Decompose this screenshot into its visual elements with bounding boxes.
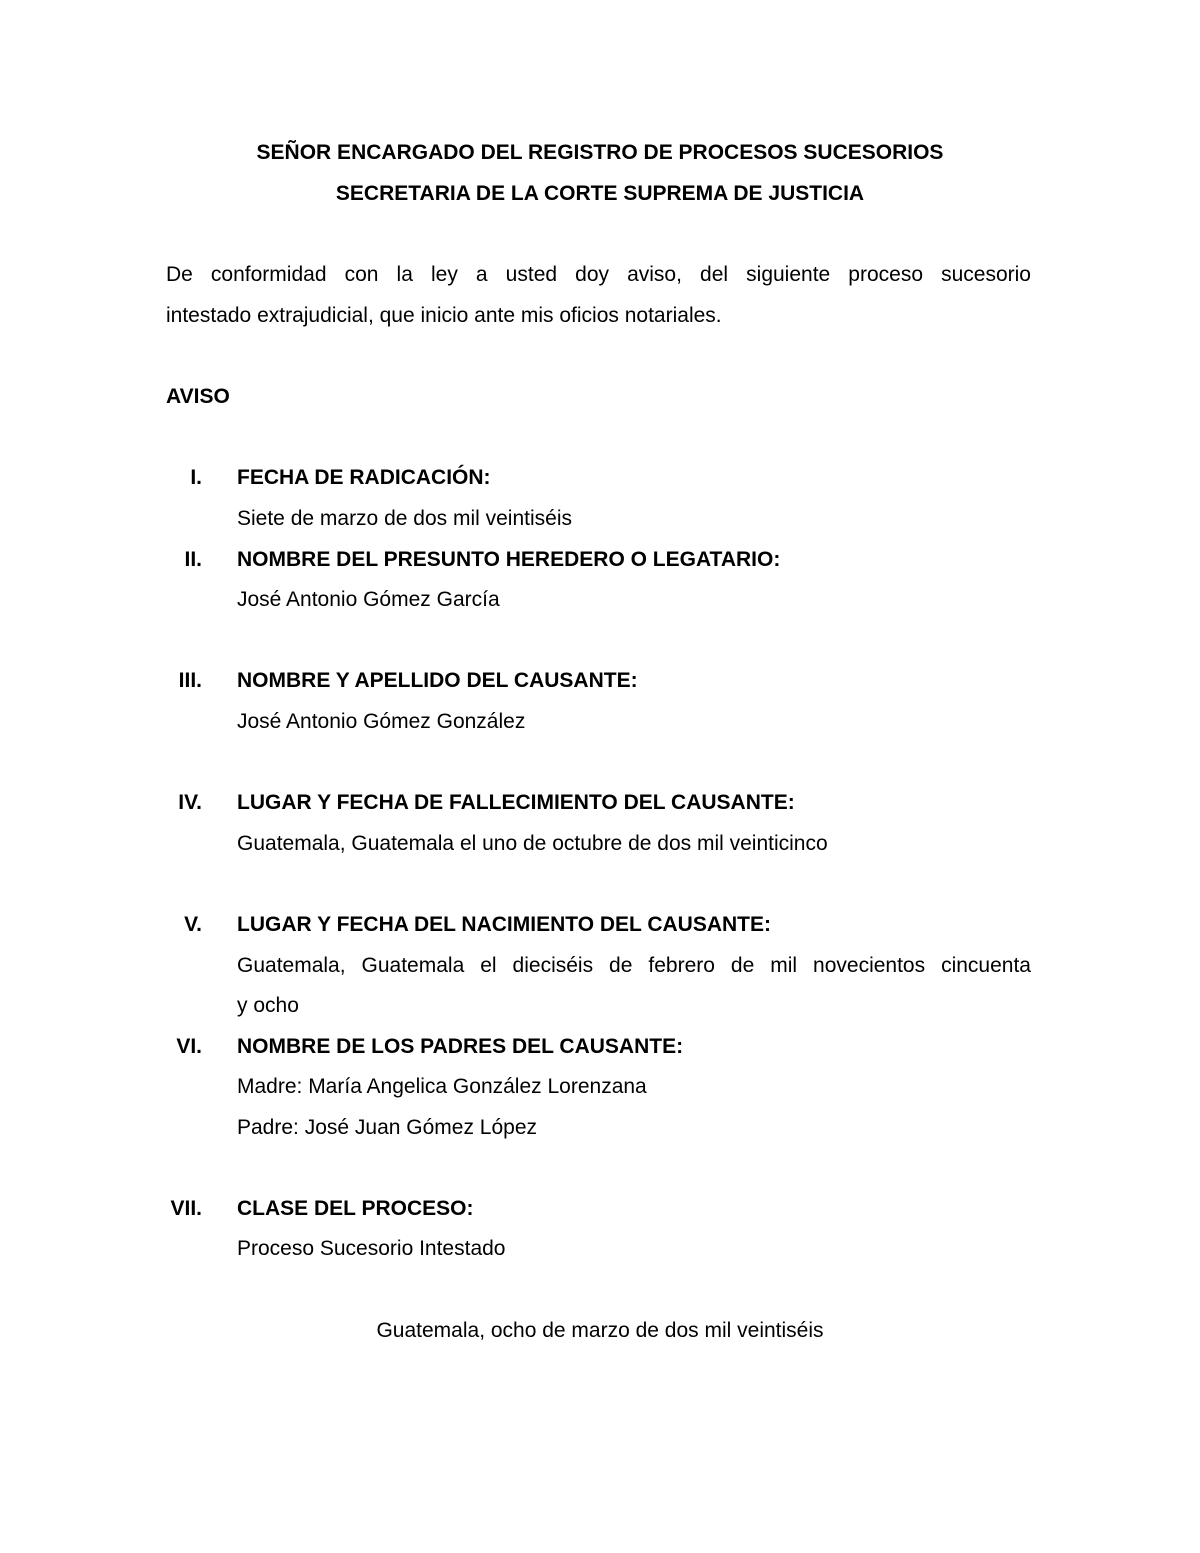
item-value: Proceso Sucesorio Intestado <box>237 1237 506 1260</box>
item-value: Siete de marzo de dos mil veintiséis <box>237 507 572 530</box>
item-value: José Antonio Gómez García <box>237 588 500 611</box>
header-line-2: SECRETARIA DE LA CORTE SUPREMA DE JUSTICIA <box>335 182 865 205</box>
item-numeral: V. <box>184 913 202 936</box>
item-value: y ocho <box>237 994 299 1017</box>
item-title: NOMBRE DE LOS PADRES DEL CAUSANTE: <box>237 1035 684 1058</box>
item-numeral: VI. <box>176 1035 202 1058</box>
item-numeral: III. <box>178 669 202 692</box>
closing-date-line: Guatemala, ocho de marzo de dos mil veintiséis <box>376 1319 824 1342</box>
item-title: NOMBRE DEL PRESUNTO HEREDERO O LEGATARIO: <box>237 548 781 571</box>
item-title: LUGAR Y FECHA DEL NACIMIENTO DEL CAUSANTE: <box>237 913 771 936</box>
item-value: Madre: María Angelica González Lorenzana <box>237 1075 647 1098</box>
header-line-1: SEÑOR ENCARGADO DEL REGISTRO DE PROCESOS SUCESORIOS <box>256 141 944 164</box>
item-numeral: I. <box>190 466 202 489</box>
intro-line-2: intestado extrajudicial, que inicio ante mis oficios notariales. <box>166 304 722 327</box>
item-numeral: IV. <box>178 791 202 814</box>
item-title: CLASE DEL PROCESO: <box>237 1197 474 1220</box>
aviso-label: AVISO <box>166 385 230 408</box>
item-value: Padre: José Juan Gómez López <box>237 1116 538 1139</box>
item-numeral: VII. <box>170 1197 202 1220</box>
item-title: FECHA DE RADICACIÓN: <box>237 466 491 489</box>
item-value: Guatemala, Guatemala el uno de octubre de dos mil veinticinco <box>237 832 828 855</box>
item-value: Guatemala, Guatemala el dieciséis de febrero de mil novecientos cincuenta <box>237 954 1031 977</box>
intro-line-1: De conformidad con la ley a usted doy aviso, del siguiente proceso sucesorio <box>166 263 1031 286</box>
item-value: José Antonio Gómez González <box>237 710 526 733</box>
item-title: LUGAR Y FECHA DE FALLECIMIENTO DEL CAUSANTE: <box>237 791 795 814</box>
item-numeral: II. <box>184 548 202 571</box>
item-title: NOMBRE Y APELLIDO DEL CAUSANTE: <box>237 669 638 692</box>
